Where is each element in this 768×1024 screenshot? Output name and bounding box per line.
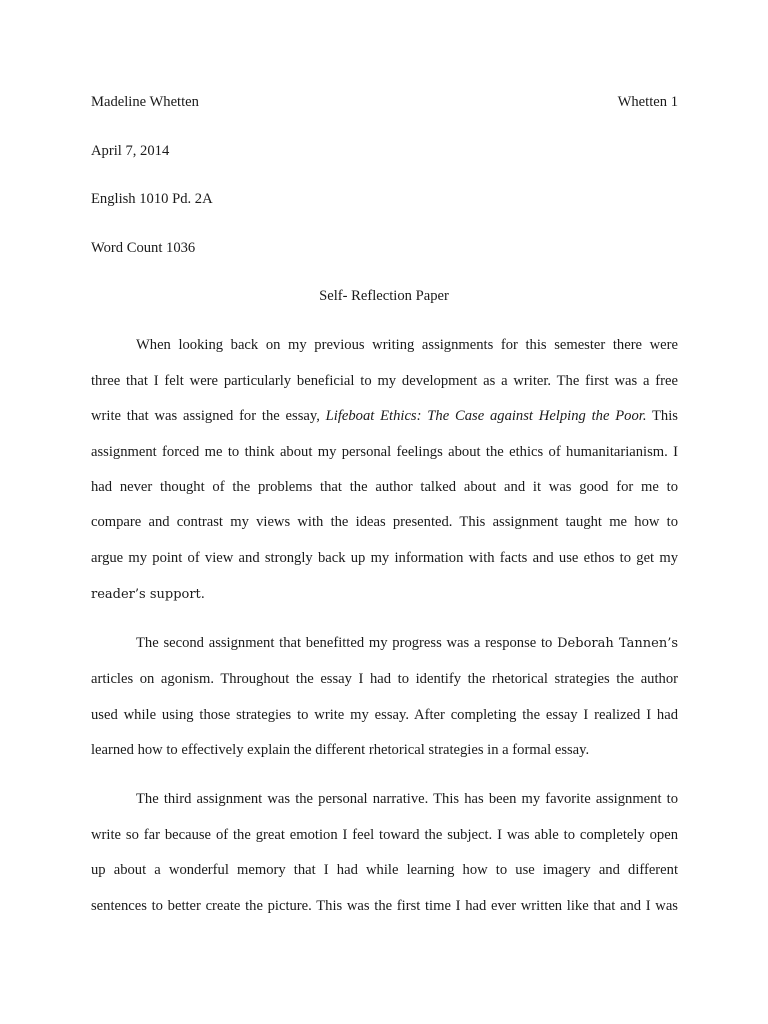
paragraph-2-line-3: used while using those strategies to write my essay. After completing the essay I realized I had — [91, 707, 678, 723]
word-count-line: Word Count 1036 — [91, 240, 196, 256]
line-text-before: The second assignment that benefitted my progress was a response to — [136, 635, 558, 651]
author-name: Madeline Whetten — [91, 94, 199, 110]
paper-title: Self- Reflection Paper — [319, 288, 449, 304]
paragraph-1-line-6: compare and contrast my views with the ideas presented. This assignment taught me how to — [91, 514, 678, 530]
paragraph-3-line-1: The third assignment was the personal narrative. This has been my favorite assignment to — [136, 791, 678, 807]
paragraph-1-line-8: reader’s support. — [91, 587, 205, 602]
paragraph-2-line-4: learned how to effectively explain the different rhetorical strategies in a formal essay. — [91, 742, 590, 758]
paragraph-1-line-7: argue my point of view and strongly back up my information with facts and use ethos to get my — [91, 550, 678, 566]
paragraph-1-line-2: three that I felt were particularly beneficial to my development as a writer. The first was a free — [91, 373, 678, 389]
course-line: English 1010 Pd. 2A — [91, 191, 213, 207]
page-header-label: Whetten 1 — [617, 94, 678, 110]
line-text-before: write that was assigned for the essay, — [91, 408, 326, 424]
paragraph-1-line-4: assignment forced me to think about my personal feelings about the ethics of humanitarianism. I — [91, 444, 678, 460]
paragraph-1-line-3 — [91, 407, 678, 425]
paragraph-3-line-2: write so far because of the great emotion I feel toward the subject. I was able to completely open — [91, 827, 678, 843]
paragraph-1-line-1: When looking back on my previous writing assignments for this semester there were — [136, 337, 678, 353]
date-line: April 7, 2014 — [91, 143, 170, 159]
paragraph-3-line-4: sentences to better create the picture. This was the first time I had ever written like that and I was — [91, 898, 678, 914]
paragraph-2-line-1 — [136, 634, 678, 653]
line-text-after: This — [646, 408, 678, 424]
paragraph-3-line-3: up about a wonderful memory that I had while learning how to use imagery and different — [91, 862, 678, 878]
author-name-alt-font: Deborah Tannen’s — [557, 636, 678, 651]
essay-title-italic: Lifeboat Ethics: The Case against Helping the Poor. — [325, 408, 647, 424]
paragraph-2-line-2: articles on agonism. Throughout the essay I had to identify the rhetorical strategies the author — [91, 671, 678, 687]
paragraph-1-line-5: had never thought of the problems that the author talked about and it was good for me to — [91, 479, 678, 495]
